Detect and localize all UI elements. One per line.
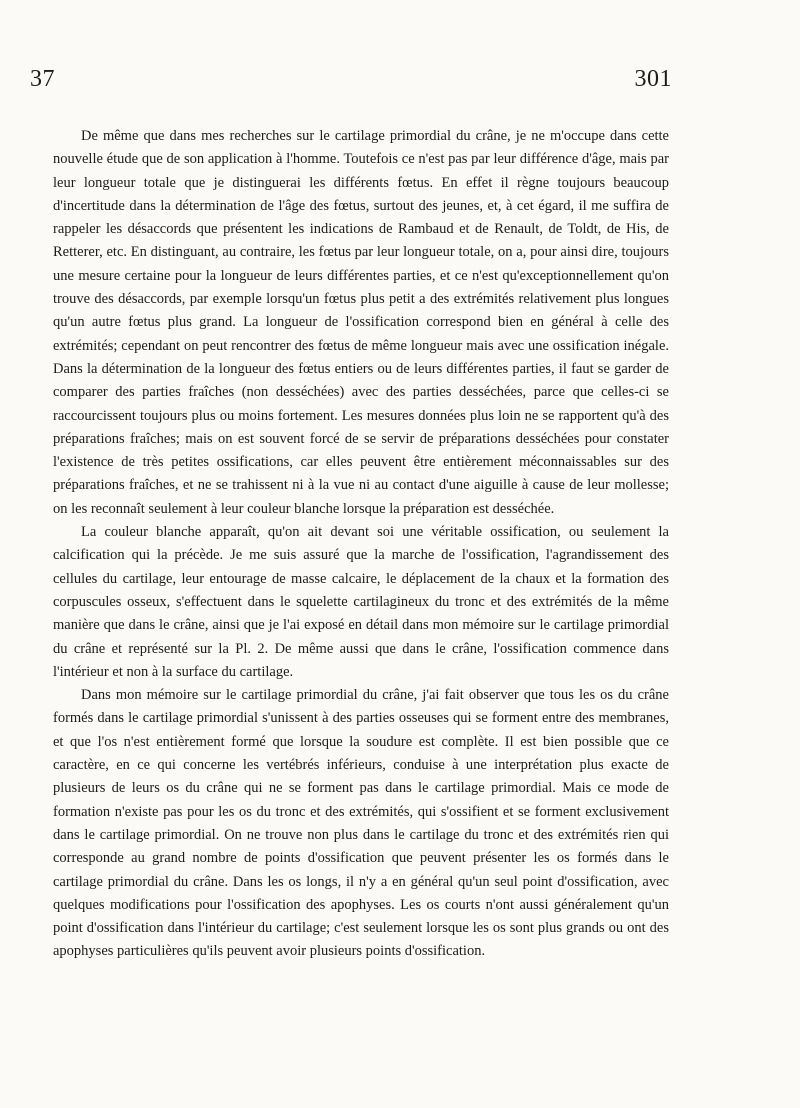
page-number-right: 301 xyxy=(634,66,672,92)
paragraph-2: La couleur blanche apparaît, qu'on ait devant soi une véritable ossification, ou seulement la calcification qui la précède. Je me suis assuré que la marche de l'ossification, l'agrandissement des cellules du cartilage, leur entourage de masse calcaire, le déplacement de la chaux et la formation des corpuscules osseux, s'effectuent dans le squelette cartilagineux du tronc et des extrémités de la même manière que dans le crâne, ainsi que je l'ai exposé en détail dans mon mémoire sur le cartilage primordial du crâne et représenté sur la Pl. 2. De même aussi que dans le crâne, l'ossification commence dans l'intérieur et non à la surface du cartilage. xyxy=(53,524,669,680)
paragraph-1: De même que dans mes recherches sur le cartilage primordial du crâne, je ne m'occupe dans cette nouvelle étude que de son application à l'homme. Toutefois ce n'est pas par leur différence d'âge, mais par leur longueur totale que je distinguerai les différents fœtus. En effet il règne toujours beaucoup d'incertitude dans la détermination de l'âge des fœtus, surtout des jeunes, et, à cet égard, il me suffira de rappeler les désaccords que présentent les indications de Rambaud et de Renault, de Toldt, de His, de Retterer, etc. En distinguant, au contraire, les fœtus par leur longueur totale, on a, pour ainsi dire, toujours une mesure certaine pour la longueur de leurs différentes parties, et ce n'est qu'exceptionnellement qu'on trouve des désaccords, par exemple lorsqu'un fœtus plus petit a des extrémités relativement plus longues qu'un autre fœtus plus grand. La longueur de l'ossification correspond bien en général à celle des extrémités; cependant on peut rencontrer des fœtus de même longueur mais avec une ossification inégale. Dans la détermination de la longueur des fœtus entiers ou de leurs différentes parties, il faut se garder de comparer des parties fraîches (non desséchées) avec des parties desséchées, parce que celles-ci se raccourcissent toujours plus ou moins fortement. Les mesures données plus loin ne se rapportent qu'à des préparations fraîches; mais on est souvent forcé de se servir de préparations desséchées pour constater l'existence de très petites ossifications, car elles peuvent être entièrement méconnaissables sur des préparations fraîches, et ne se trahissent ni à la vue ni au contact d'une aiguille à cause de leur mollesse; on les reconnaît seulement à leur couleur blanche lorsque la préparation est desséchée. xyxy=(53,128,669,517)
body-text xyxy=(53,125,669,964)
running-header xyxy=(0,66,800,96)
paragraph-3: Dans mon mémoire sur le cartilage primordial du crâne, j'ai fait observer que tous les os du crâne formés dans le cartilage primordial s'unissent à des parties osseuses qui se forment entre des membranes, et que l'os n'est entièrement formé que lorsque la soudure est complète. Il est bien possible que ce caractère, en ce qui concerne les vertébrés inférieurs, conduise à une interprétation plus exacte de plusieurs de leurs os du crâne qui ne se forment pas dans le cartilage primordial. Mais ce mode de formation n'existe pas pour les os du tronc et des extrémités, qui s'ossifient et se forment exclusivement dans le cartilage primordial. On ne trouve non plus dans le cartilage du tronc et des extrémités rien qui corresponde au grand nombre de points d'ossification que peuvent présenter les os formés dans le cartilage primordial du crâne. Dans les os longs, il n'y a en général qu'un seul point d'ossification, avec quelques modifications pour l'ossification des apophyses. Les os courts n'ont aussi généralement qu'un point d'ossification dans l'intérieur du cartilage; c'est seulement lorsque les os sont plus grands ou ont des apophyses particulières qu'ils peuvent avoir plusieurs points d'ossification. xyxy=(53,687,669,960)
page-number-left: 37 xyxy=(30,66,55,92)
